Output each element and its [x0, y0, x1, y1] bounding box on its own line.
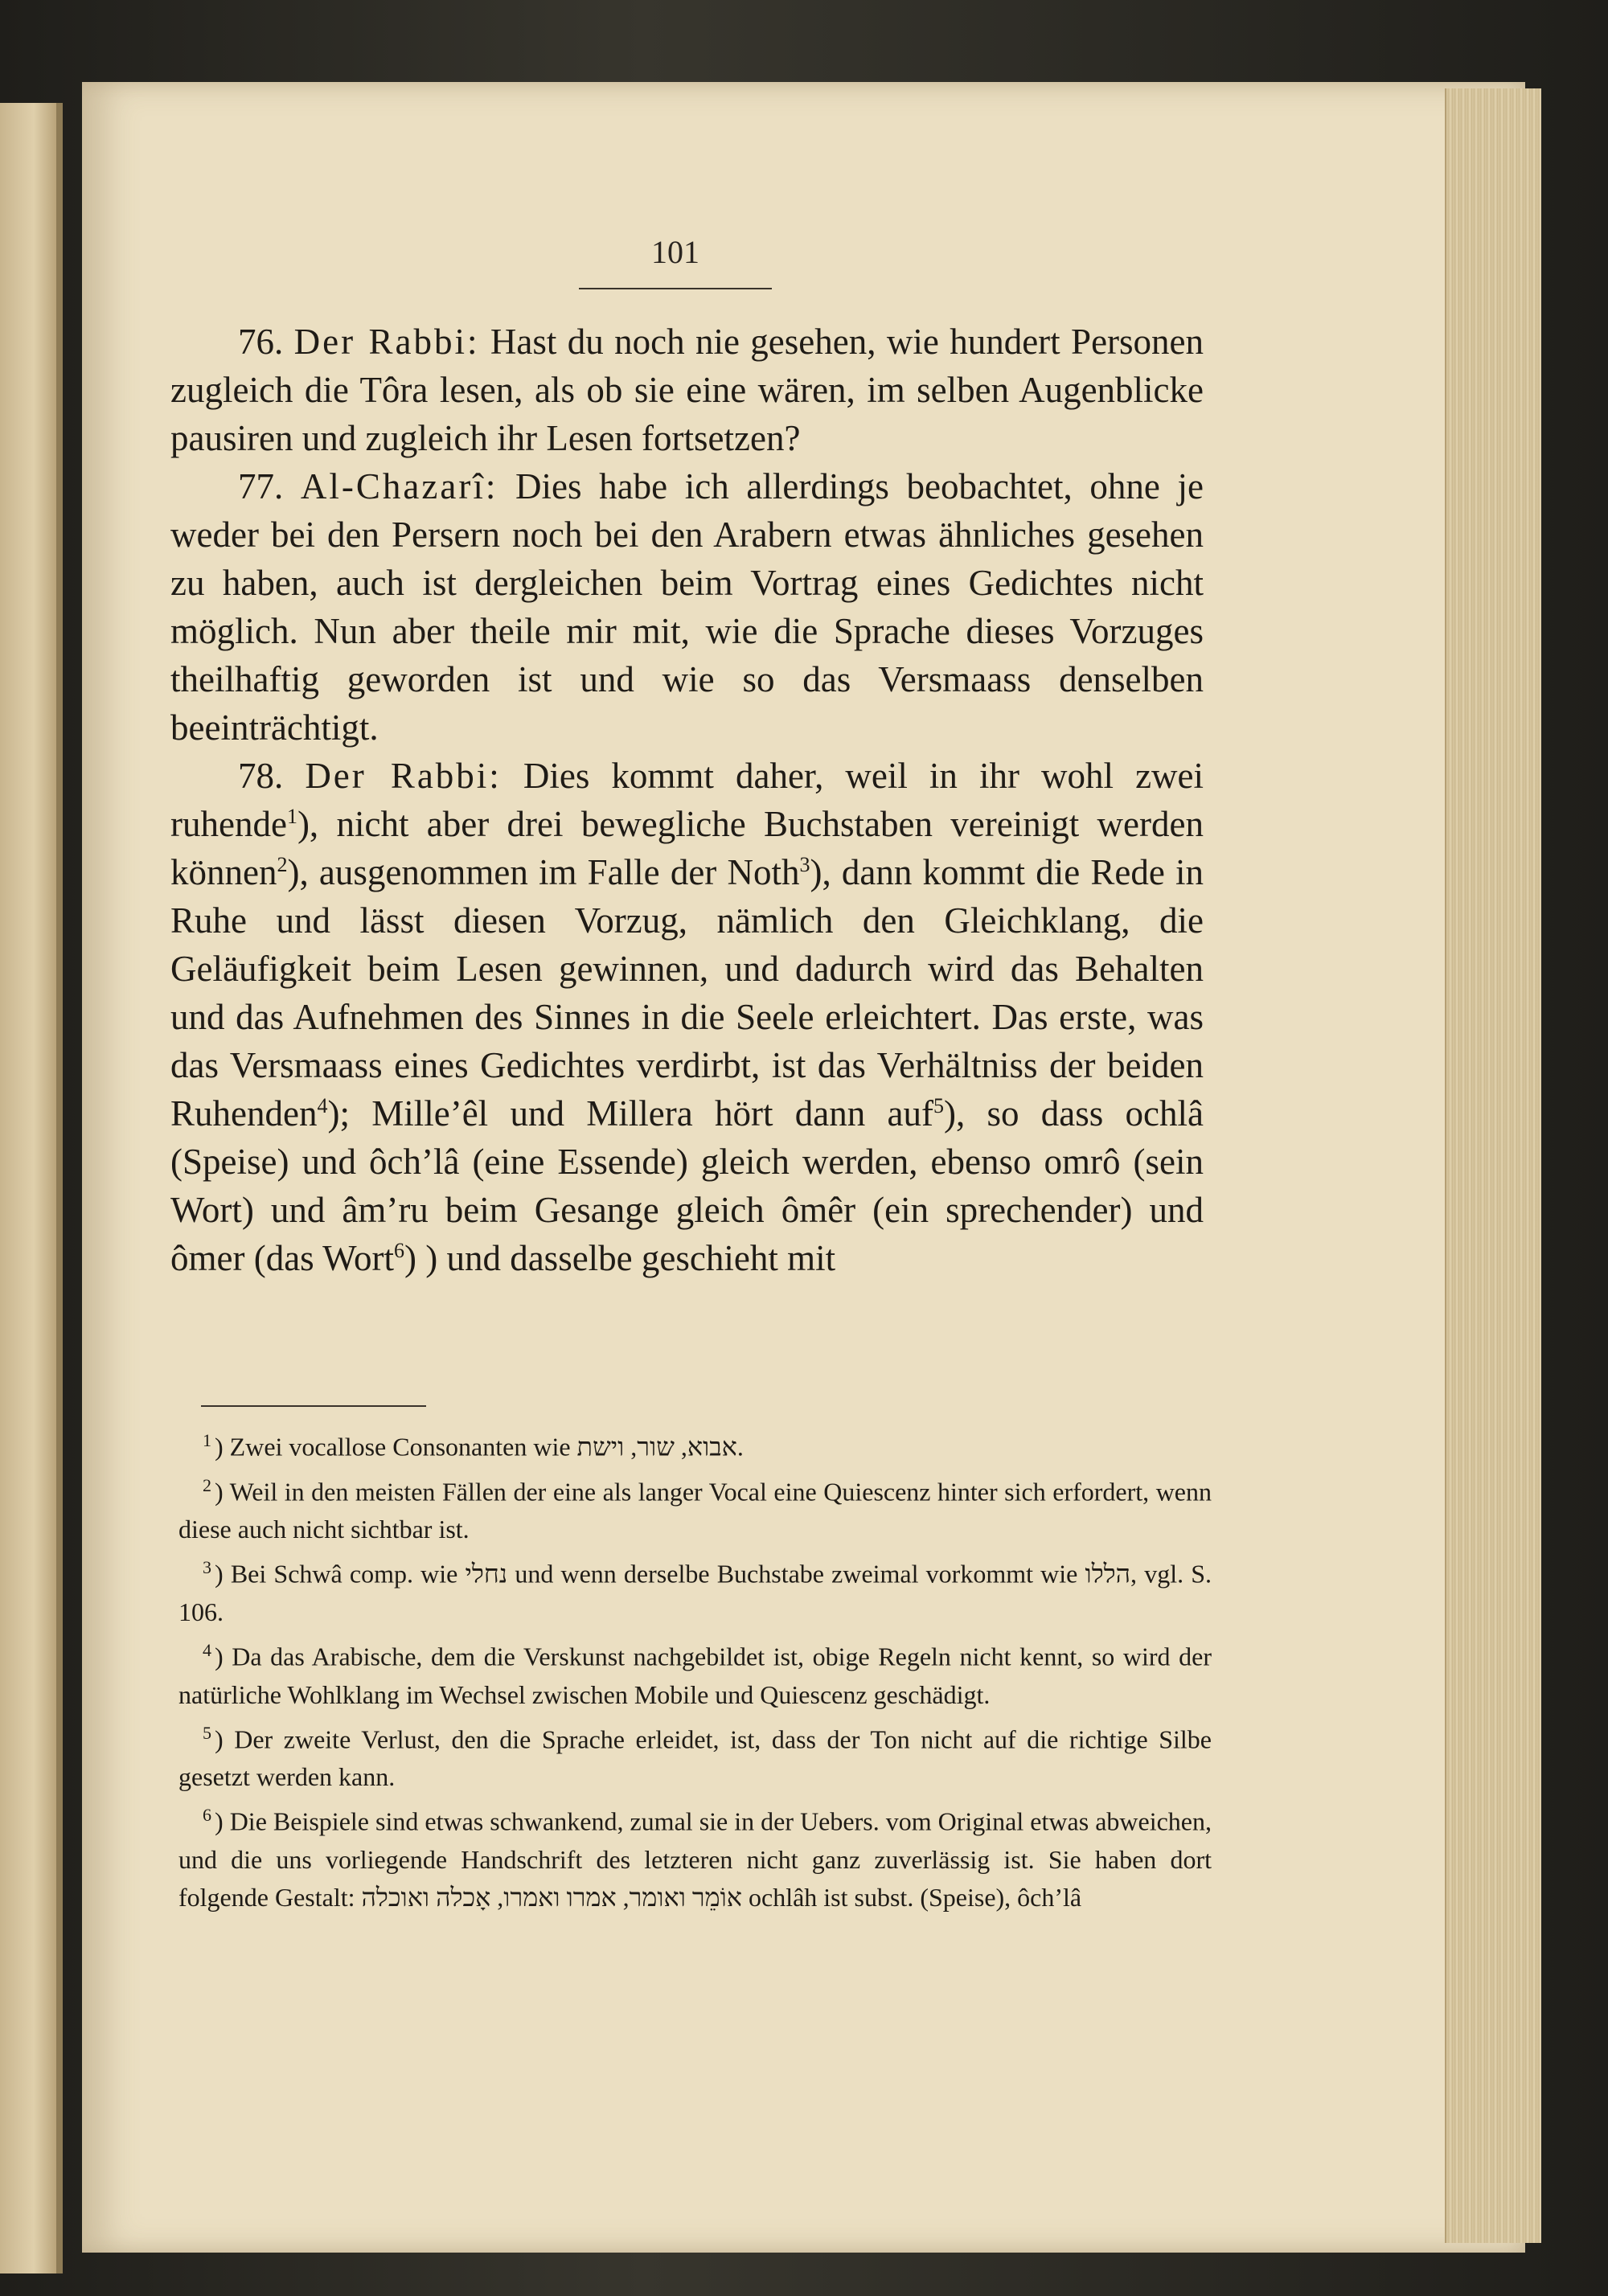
footnote-text: Zwei vocallose Consonanten wie אבוא, שור, וישת. [229, 1432, 744, 1462]
footnote-ref: 3 [799, 853, 810, 876]
paragraph-text: ); Mille’êl und Millera hört dann auf [327, 1093, 933, 1134]
footnote-text: Bei Schwâ comp. wie נחלי und wenn derselbe Buchstabe zweimal vorkommt wie הללו, vgl. S. 106. [178, 1559, 1212, 1626]
paragraph-77 [170, 462, 1204, 752]
main-text [170, 318, 1204, 1282]
footnote-number: 5 [203, 1722, 211, 1743]
footnote-6: $^6$ ) Die Beispiele sind etwas schwankend, zumal sie in der Uebers. vom Original etwas abweichen, und die uns vorliegende Handschrift des letzteren nicht ganz zuverlässig ist. Sie haben dort folgende Gestalt: אוֹמֵר ואומר, אמרו ואמרו, אָכלה ואוכלה ochlâh ist subst. (Speise), ôch’lâ [178, 1805, 1212, 1912]
paragraph-text: ), nicht aber drei bewegliche Buchstaben vereinigt werden können [170, 804, 1204, 892]
footnote-number: 6 [203, 1805, 211, 1826]
paragraph-78 [170, 752, 1204, 1282]
paragraph-number: 76. [238, 322, 284, 362]
footnote-number: 3 [203, 1557, 211, 1578]
speaker-name: Der Rabbi: [293, 322, 480, 362]
paragraph-text: ), ausgenommen im Falle der Noth [287, 852, 800, 892]
paragraph-number: 78. [238, 756, 284, 796]
paragraph-text: Dies habe ich allerdings beobachtet, ohne je weder bei den Persern noch bei den Arabern etwas ähnliches gesehen zu haben, auch ist dergleichen beim Vortrag eines Gedichtes nicht möglich. Nun aber theile mir mit, wie die Sprache dieses Vorzuges theilhaftig geworden ist und wie so das Versmaass denselben beeinträchtigt. [170, 466, 1204, 748]
footnote-ref: 2 [277, 853, 288, 876]
left-page-edge [0, 103, 63, 2273]
footnote-text: Die Beispiele sind etwas schwankend, zumal sie in der Uebers. vom Original etwas abweichen, und die uns vorliegende Handschrift des letzteren nicht ganz zuverlässig ist. Sie haben dort folgende Gestalt: אוֹמֵר ואומר, אמרו ואמרו, אָכלה ואוכלה ochlâh ist subst. (Speise), ôch’lâ [178, 1806, 1212, 1912]
paragraph-text: ), dann kommt die Rede in Ruhe und lässt diesen Vorzug, nämlich den Gleichklang, die Geläufigkeit beim Lesen gewinnen, und dadurch wird das Behalten und das Aufnehmen des Sinnes in die Seele erleichtert. Das erste, was das Versmaass eines Gedichtes verdirbt, ist das Verhältniss der beiden Ruhenden [170, 852, 1204, 1134]
footnote-number: 2 [203, 1474, 211, 1495]
footnote-text: Der zweite Verlust, den die Sprache erleidet, ist, dass der Ton nicht auf die richtige Silbe gesetzt werden kann. [178, 1724, 1212, 1792]
paragraph-text: Hast du noch nie gesehen, wie hundert Personen zugleich die Tôra lesen, als ob sie eine wären, im selben Augenblicke pausiren und zugleich ihr Lesen fortsetzen? [170, 322, 1204, 458]
speaker-name: Der Rabbi: [305, 756, 502, 796]
footnote-2: $^2$ ) Weil in den meisten Fällen der eine als langer Vocal eine Quiescenz hinter sich erfordert, wenn diese auch nicht sichtbar ist. [178, 1474, 1212, 1544]
footnote-1: $^1$ ) Zwei vocallose Consonanten wie אבוא, שור, וישת. [178, 1421, 1212, 1466]
paragraph-text: ), so dass ochlâ (Speise) und ôch’lâ (eine Essende) gleich werden, ebenso omrô (sein Wort) und âm’ru beim Gesange gleich ômêr (ein sprechender) und ômer (das Wort [170, 1093, 1204, 1278]
paragraph-76 [170, 318, 1204, 462]
footnote-ref: 5 [933, 1094, 944, 1117]
footnote-ref: 4 [317, 1094, 328, 1117]
speaker-name: Al-Chazarî: [300, 466, 498, 506]
footnote-3: $^3$ ) Bei Schwâ comp. wie נחלי und wenn derselbe Buchstabe zweimal vorkommt wie הללו, vgl. S. 106. [178, 1557, 1212, 1626]
page-number: 101 [579, 233, 772, 289]
footnotes [178, 1421, 1212, 1917]
footnote-divider [201, 1405, 426, 1407]
paragraph-text: Dies kommt daher, weil in ihr wohl zwei ruhende [170, 756, 1204, 844]
page-fore-edge [1445, 88, 1541, 2243]
footnote-number: 4 [203, 1639, 211, 1660]
paragraph-number: 77. [238, 466, 284, 506]
footnote-number: 1 [203, 1430, 211, 1450]
footnote-text: Da das Arabische, dem die Verskunst nachgebildet ist, obige Regeln nicht kennt, so wird der natürliche Wohlklang im Wechsel zwischen Mobile und Quiescenz geschädigt. [178, 1642, 1212, 1709]
paragraph-text: ) ) und dasselbe geschieht mit [404, 1238, 836, 1278]
footnote-ref: 1 [286, 805, 297, 828]
footnote-ref: 6 [393, 1239, 404, 1262]
footnote-4: $^4$ ) Da das Arabische, dem die Verskunst nachgebildet ist, obige Regeln nicht kennt, so wird der natürliche Wohlklang im Wechsel zwischen Mobile und Quiescenz geschädigt. [178, 1639, 1212, 1709]
footnote-5: $^5$ ) Der zweite Verlust, den die Sprache erleidet, ist, dass der Ton nicht auf die richtige Silbe gesetzt werden kann. [178, 1722, 1212, 1792]
footnote-text: Weil in den meisten Fällen der eine als langer Vocal eine Quiescenz hinter sich erfordert, wenn diese auch nicht sichtbar ist. [178, 1477, 1212, 1544]
